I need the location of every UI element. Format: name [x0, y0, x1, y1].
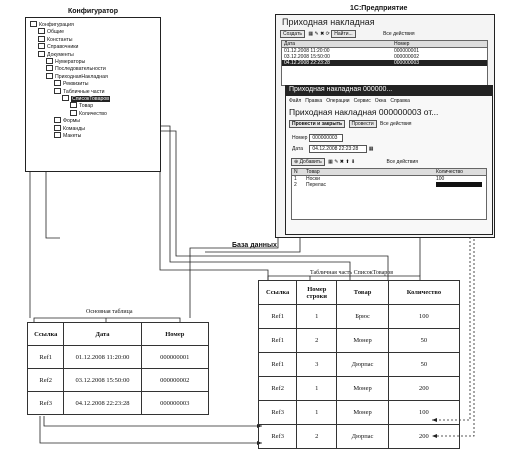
goods-cell-qty: 100	[436, 176, 445, 182]
tabular-table-caption: Табличная часть СписокТоваров	[310, 270, 394, 276]
menu-item[interactable]: Сервис	[353, 98, 371, 104]
db-row	[259, 353, 460, 377]
database-title: База данных	[232, 242, 277, 249]
db-column-header: Номер строки	[297, 281, 337, 305]
tree-item-label: Формы	[63, 118, 81, 125]
goods-cell-n: 1	[294, 176, 297, 182]
find-button[interactable]: Найти...	[331, 30, 355, 38]
tree-node-icon	[46, 65, 53, 71]
goods-cell-item: Носки	[306, 176, 320, 182]
db-cell: 000000003	[141, 392, 208, 415]
list-cell-number: 000000003	[394, 60, 420, 66]
goods-col-qty: Количество	[436, 169, 463, 175]
doc-header: Приходная накладная 000000003 от...	[289, 107, 439, 117]
menu-item[interactable]: Операции	[326, 98, 350, 104]
tree-item[interactable]	[30, 28, 110, 35]
db-cell: 50	[388, 329, 459, 353]
tree-item-label: СписокТоваров	[72, 96, 110, 103]
db-column-header: Количество	[388, 281, 459, 305]
tree-node-icon	[30, 21, 37, 27]
db-row	[259, 305, 460, 329]
db-cell: 100	[388, 401, 459, 425]
date-field[interactable]: 04.12.2008 22:23:28	[309, 145, 367, 153]
create-button[interactable]: Создать	[280, 30, 305, 38]
tree-item-label: Макеты	[63, 133, 82, 140]
tree-item-label: Общие	[47, 29, 65, 36]
tree-node-icon	[62, 95, 69, 101]
db-row	[259, 329, 460, 353]
add-row-label: Добавить	[299, 159, 322, 165]
list-toolbar	[280, 30, 415, 38]
tree-node-icon	[54, 80, 61, 86]
tree-item-label: Конфигурация	[39, 22, 74, 28]
main-table-caption: Основная таблица	[86, 309, 133, 315]
doc-titlebar	[286, 86, 492, 96]
list-cell-number: 000000001	[394, 48, 420, 54]
db-cell: Ref1	[259, 305, 297, 329]
db-row	[28, 369, 209, 392]
all-actions-list-button[interactable]: Все действия	[383, 31, 415, 37]
number-row	[292, 134, 343, 142]
doc-menu	[289, 98, 414, 104]
list-cell-number: 000000002	[394, 54, 420, 60]
tree-item-label: Товар	[79, 103, 94, 110]
calendar-icon[interactable]: ▦	[368, 146, 374, 152]
list-col-number: Номер	[394, 41, 410, 47]
list-header	[282, 41, 487, 48]
db-cell: Монер	[337, 377, 389, 401]
db-cell: 50	[388, 353, 459, 377]
menu-item[interactable]: Файл	[289, 98, 302, 104]
tree-item[interactable]	[30, 58, 110, 65]
configuration-tree	[30, 21, 110, 140]
db-row	[259, 377, 460, 401]
doc-titlebar-text: Приходная накладная 000000...	[289, 86, 393, 93]
db-cell: 200	[388, 377, 459, 401]
tree-item[interactable]	[30, 132, 110, 139]
number-field[interactable]: 000000003	[309, 134, 343, 142]
db-cell: 2	[297, 329, 337, 353]
db-cell: Монер	[337, 401, 389, 425]
configurator-title: Конфигуратор	[68, 8, 118, 15]
goods-col-n: N	[294, 169, 298, 175]
goods-cell-item: Перелас	[306, 182, 326, 188]
row-tool-icons: ▦ ✎ ✖ ⬆ ⬇	[328, 159, 356, 165]
tree-item-label: Справочники	[47, 44, 79, 51]
tree-item[interactable]	[30, 110, 110, 117]
db-column-header: Дата	[64, 323, 141, 346]
tree-item-label: Документы	[47, 51, 74, 58]
db-cell: Ref1	[259, 353, 297, 377]
db-cell: 000000001	[141, 346, 208, 369]
list-window-title: Приходная накладная	[282, 17, 375, 27]
main-table	[27, 322, 209, 415]
goods-header	[292, 169, 486, 176]
db-cell: 01.12.2008 11:20:00	[64, 346, 141, 369]
list-col-date: Дата	[284, 41, 296, 47]
db-cell: Дюрпас	[337, 353, 389, 377]
post-and-close-button[interactable]: Провести и закрыть	[289, 120, 345, 128]
db-cell: 100	[388, 305, 459, 329]
toolbar-icons: ▦ ✎ ✖ ⟳	[308, 31, 330, 37]
enterprise-title: 1С:Предприятие	[350, 5, 408, 12]
menu-item[interactable]: Справка	[390, 98, 410, 104]
db-column-header: Товар	[337, 281, 389, 305]
document-list	[281, 40, 488, 86]
list-cell-date: 04.12.2008 22:23:28	[284, 60, 330, 66]
table-toolbar	[291, 158, 418, 166]
db-column-header: Ссылка	[28, 323, 64, 346]
tree-node-icon	[54, 125, 61, 131]
tree-item-label: Команды	[63, 125, 85, 132]
list-cell-date: 03.12.2008 15:50:00	[284, 54, 330, 60]
db-column-header: Ссылка	[259, 281, 297, 305]
tree-item[interactable]	[30, 73, 110, 80]
tree-item[interactable]	[30, 65, 110, 72]
menu-item[interactable]: Правка	[305, 98, 323, 104]
tree-item-label: Количество	[79, 110, 107, 117]
tree-item[interactable]	[30, 21, 110, 28]
db-cell: 04.12.2008 22:23:28	[64, 392, 141, 415]
tree-node-icon	[54, 88, 61, 94]
date-label: Дата	[292, 146, 304, 152]
tree-node-icon	[46, 58, 53, 64]
tree-item-label: Последовательности	[55, 66, 106, 73]
db-cell: 000000002	[141, 369, 208, 392]
goods-cell-n: 2	[294, 182, 297, 188]
list-cell-date: 01.12.2008 11:20:00	[284, 48, 330, 54]
doc-all-actions-button[interactable]: Все действия	[380, 121, 412, 127]
tree-item[interactable]	[30, 88, 110, 95]
tree-node-icon	[38, 43, 45, 49]
table-all-actions-button[interactable]: Все действия	[386, 159, 418, 165]
db-cell: 3	[297, 353, 337, 377]
configurator-window	[25, 17, 161, 172]
tree-item[interactable]	[30, 43, 110, 50]
enterprise-list-window	[275, 14, 495, 238]
tree-item[interactable]	[30, 51, 110, 58]
add-row-button[interactable]: ⊕ Добавить	[291, 158, 325, 166]
db-row	[259, 401, 460, 425]
db-cell: Дюрпас	[337, 425, 389, 449]
tree-node-icon	[70, 102, 77, 108]
goods-table	[291, 168, 487, 220]
tree-node-icon	[38, 36, 45, 42]
tabular-table	[258, 280, 460, 449]
tree-node-icon	[54, 132, 61, 138]
post-button[interactable]: Провести	[349, 120, 377, 128]
db-cell: Ref3	[28, 392, 64, 415]
db-row	[28, 346, 209, 369]
tree-node-icon	[70, 110, 77, 116]
db-row	[28, 392, 209, 415]
tree-item[interactable]	[30, 36, 110, 43]
db-cell: 03.12.2008 15:50:00	[64, 369, 141, 392]
db-cell: Монер	[337, 329, 389, 353]
tree-item-label: Нумераторы	[55, 59, 86, 66]
db-cell: 1	[297, 401, 337, 425]
db-cell: Ref3	[259, 425, 297, 449]
number-label: Номер	[292, 135, 308, 141]
db-column-header: Номер	[141, 323, 208, 346]
menu-item[interactable]: Окна	[374, 98, 387, 104]
db-cell: Брюс	[337, 305, 389, 329]
db-cell: Ref3	[259, 401, 297, 425]
doc-toolbar	[289, 120, 412, 128]
db-cell: 2	[297, 425, 337, 449]
tree-node-icon	[38, 28, 45, 34]
tree-item[interactable]	[30, 95, 110, 102]
db-row	[259, 425, 460, 449]
tree-item-label: Константы	[47, 36, 73, 43]
db-cell: Ref1	[28, 346, 64, 369]
db-cell: Ref2	[28, 369, 64, 392]
db-cell: 1	[297, 305, 337, 329]
date-row	[292, 145, 374, 153]
goods-col-item: Товар	[306, 169, 320, 175]
tree-node-icon	[38, 51, 45, 57]
tree-item[interactable]	[30, 102, 110, 109]
db-cell: 1	[297, 377, 337, 401]
tree-item[interactable]	[30, 80, 110, 87]
db-cell: Ref1	[259, 329, 297, 353]
db-cell: Ref2	[259, 377, 297, 401]
tree-item[interactable]	[30, 117, 110, 124]
document-window	[285, 85, 493, 235]
db-cell: 200	[388, 425, 459, 449]
tree-node-icon	[54, 117, 61, 123]
tree-item[interactable]	[30, 125, 110, 132]
goods-row[interactable]	[292, 182, 486, 188]
tree-node-icon	[46, 73, 53, 79]
list-row[interactable]	[282, 60, 487, 66]
tree-item-label: ПриходнаяНакладная	[55, 73, 108, 80]
tree-item-label: Табличные части	[63, 88, 105, 95]
tree-item-label: Реквизиты	[63, 81, 89, 88]
goods-cell-qty	[436, 182, 482, 187]
